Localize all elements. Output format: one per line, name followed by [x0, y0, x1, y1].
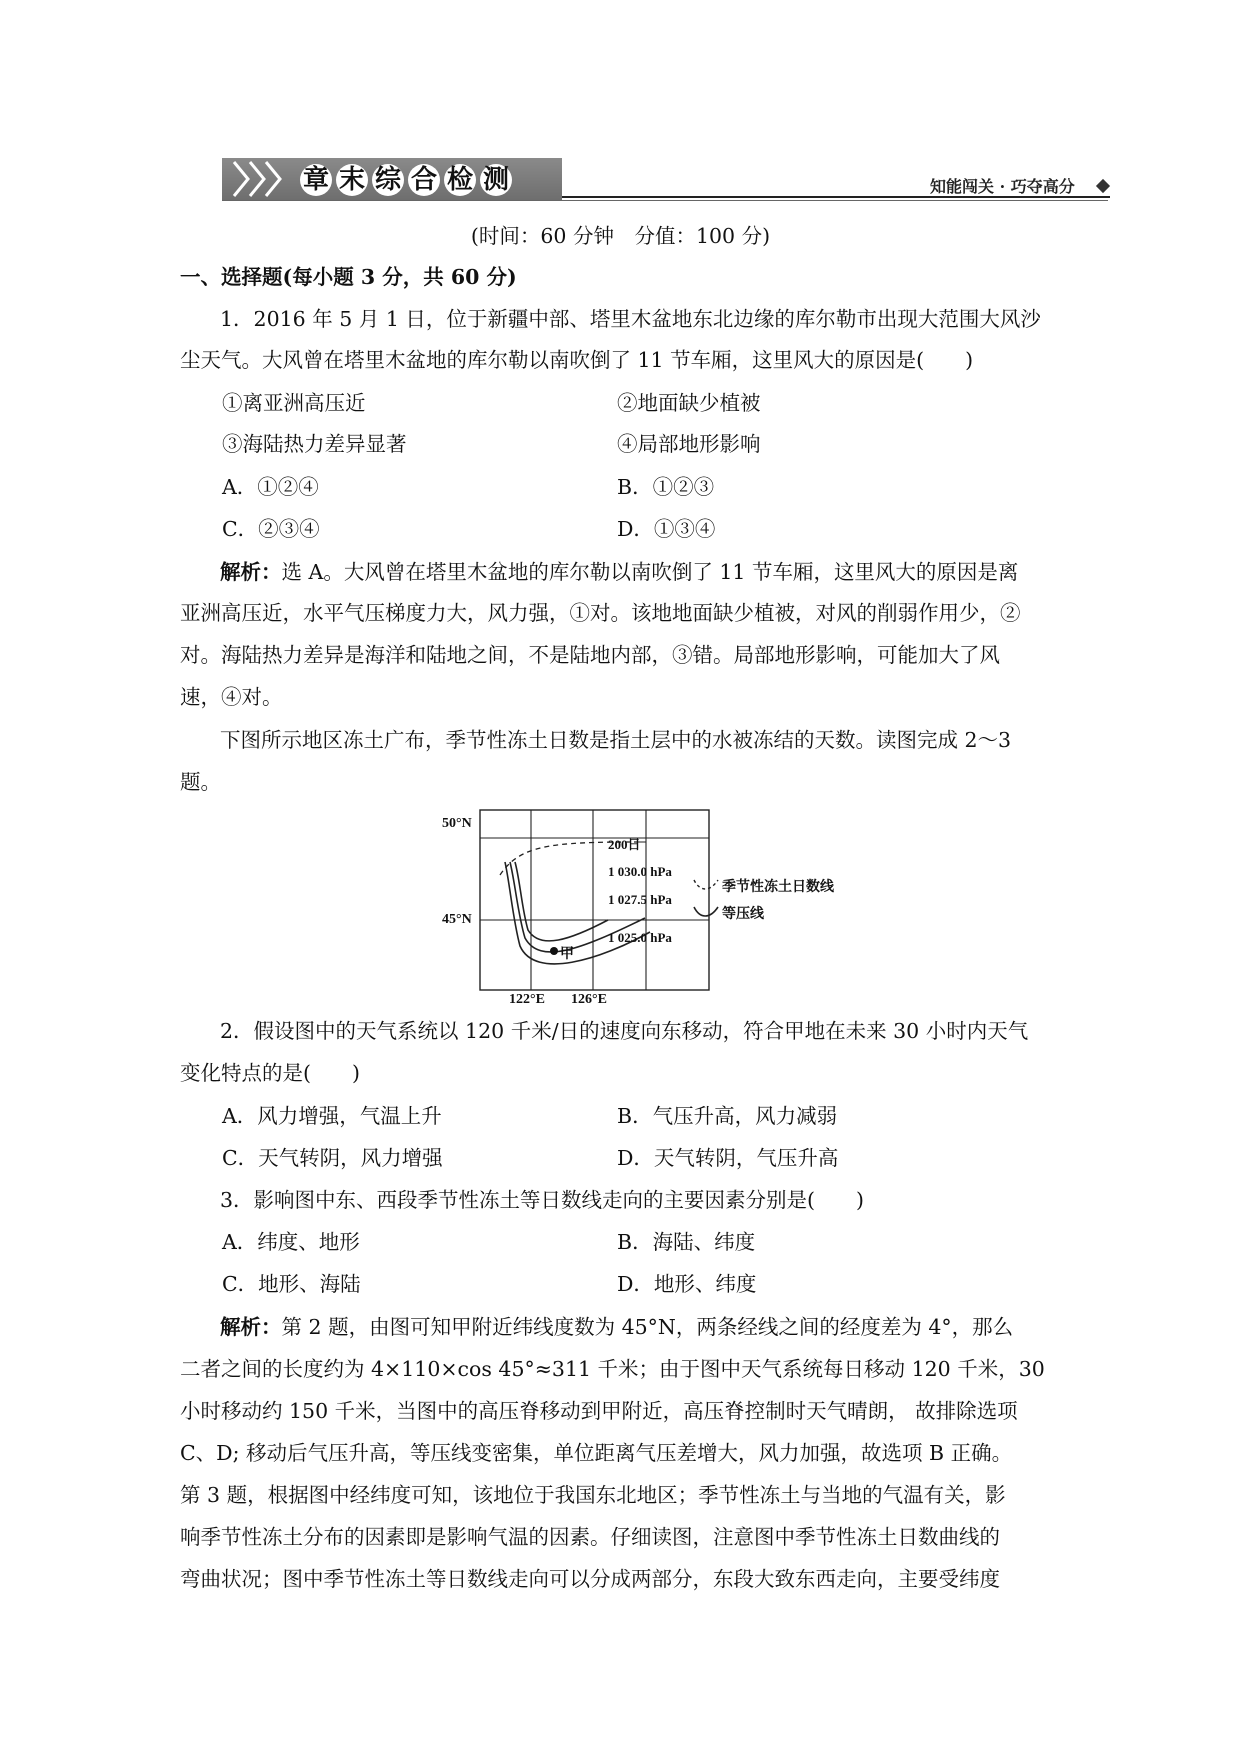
q2-option-c: C．天气转阴，风力增强	[222, 1146, 443, 1170]
a23-line4: C、D; 移动后气压升高，等压线变密集，单位距离气压差增大，风力加强，故选项 B 正确。	[180, 1441, 1013, 1465]
p1027-label: 1 027.5 hPa	[608, 892, 672, 907]
point-jia-label: 甲	[560, 947, 574, 962]
a23-line3: 小时移动约 150 千米，当图中的高压脊移动到甲附近，高压脊控制时天气晴朗， 故排除选项	[180, 1399, 1018, 1423]
intro-line1: 下图所示地区冻土广布，季节性冻土日数是指土层中的水被冻结的天数。读图完成 2～3	[220, 728, 1012, 752]
figure-labels	[430, 800, 730, 1010]
title-char: 合	[408, 164, 440, 196]
lat-50-label: 50°N	[442, 816, 472, 831]
analysis-label: 解析：	[220, 1315, 282, 1339]
chapter-title	[300, 161, 516, 196]
q2-option-a: A．风力增强，气温上升	[222, 1104, 442, 1128]
exam-info: (时间：60 分钟 分值：100 分)	[470, 224, 771, 248]
q1-item-2: ②地面缺少植被	[617, 391, 761, 415]
q3-option-a: A．纬度、地形	[222, 1230, 360, 1254]
dashed-legend-icon	[692, 878, 722, 894]
q1-option-b: B．①②③	[617, 475, 715, 499]
q1-item-4: ④局部地形影响	[617, 432, 761, 456]
a1-line2: 亚洲高压近，水平气压梯度力大，风力强，①对。该地地面缺少植被，对风的削弱作用少，②	[180, 601, 1021, 625]
chevron-right-icon	[264, 160, 282, 198]
q1-option-a: A．①②④	[222, 475, 319, 499]
lat-45-label: 45°N	[442, 912, 472, 927]
a23-line7: 弯曲状况；图中季节性冻土等日数线走向可以分成两部分，东段大致东西走向，主要受纬度	[180, 1567, 1000, 1591]
lon-126-label: 126°E	[571, 992, 607, 1007]
q1-item-3: ③海陆热力差异显著	[222, 432, 407, 456]
q1-stem-line1: 1．2016 年 5 月 1 日，位于新疆中部、塔里木盆地东北边缘的库尔勒市出现大范围大风沙	[220, 307, 1041, 331]
q1-option-d: D．①③④	[617, 517, 716, 541]
q2-option-d: D．天气转阴，气压升高	[617, 1146, 839, 1170]
q1-stem-line2: 尘天气。大风曾在塔里木盆地的库尔勒以南吹倒了 11 节车厢，这里风大的原因是( )	[180, 348, 974, 372]
days-200-label: 200日	[608, 837, 641, 852]
isobar-figure	[430, 800, 730, 1010]
a23-line6: 响季节性冻土分布的因素即是影响气温的因素。仔细读图，注意图中季节性冻土日数曲线的	[180, 1525, 1000, 1549]
intro-line2: 题。	[180, 770, 221, 794]
legend-dashed-label: 季节性冻土日数线	[722, 879, 834, 895]
q3-option-d: D．地形、纬度	[617, 1272, 757, 1296]
q1-option-c: C．②③④	[222, 517, 320, 541]
a1-line3: 对。海陆热力差异是海洋和陆地之间，不是陆地内部，③错。局部地形影响，可能加大了风	[180, 643, 1000, 667]
a1-line1-text: 选 A。大风曾在塔里木盆地的库尔勒以南吹倒了 11 节车厢，这里风大的原因是离	[281, 560, 1019, 584]
title-char: 综	[372, 164, 404, 196]
q2-stem-line2: 变化特点的是( )	[180, 1061, 360, 1085]
a23-line5: 第 3 题，根据图中经纬度可知，该地位于我国东北地区；季节性冻土与当地的气温有关，影	[180, 1483, 1006, 1507]
q2-option-b: B．气压升高，风力减弱	[617, 1104, 838, 1128]
q3-option-c: C．地形、海陆	[222, 1272, 361, 1296]
a23-line1	[220, 1314, 1013, 1340]
q3-stem: 3．影响图中东、西段季节性冻土等日数线走向的主要因素分别是( )	[220, 1188, 865, 1212]
q3-option-b: B．海陆、纬度	[617, 1230, 756, 1254]
header-slogan: 知能闯关 · 巧夺高分	[930, 177, 1075, 196]
p1030-label: 1 030.0 hPa	[608, 864, 672, 879]
q2-stem-line1: 2．假设图中的天气系统以 120 千米/日的速度向东移动，符合甲地在未来 30 小时内天气	[220, 1019, 1029, 1043]
section-heading: 一、选择题(每小题 3 分，共 60 分)	[180, 265, 517, 289]
a23-line2: 二者之间的长度约为 4×110×cos 45°≈311 千米；由于图中天气系统每日移动 120 千米，30	[180, 1357, 1045, 1381]
lon-122-label: 122°E	[509, 992, 545, 1007]
legend-solid-label: 等压线	[722, 906, 764, 922]
p1025-label: 1 025.0 hPa	[608, 930, 672, 945]
a23-line1-text: 第 2 题，由图可知甲附近纬线度数为 45°N，两条经线之间的经度差为 4°，那么	[281, 1315, 1014, 1339]
title-char: 末	[336, 164, 368, 196]
a1-line1	[220, 559, 1018, 585]
solid-legend-icon	[692, 905, 722, 921]
a1-line4: 速，④对。	[180, 685, 283, 709]
diamond-icon	[1096, 179, 1110, 193]
title-char: 测	[480, 164, 512, 196]
title-char: 检	[444, 164, 476, 196]
header-underline	[222, 200, 1108, 201]
title-char: 章	[300, 164, 332, 196]
analysis-label: 解析：	[220, 560, 282, 584]
q1-item-1: ①离亚洲高压近	[222, 391, 366, 415]
